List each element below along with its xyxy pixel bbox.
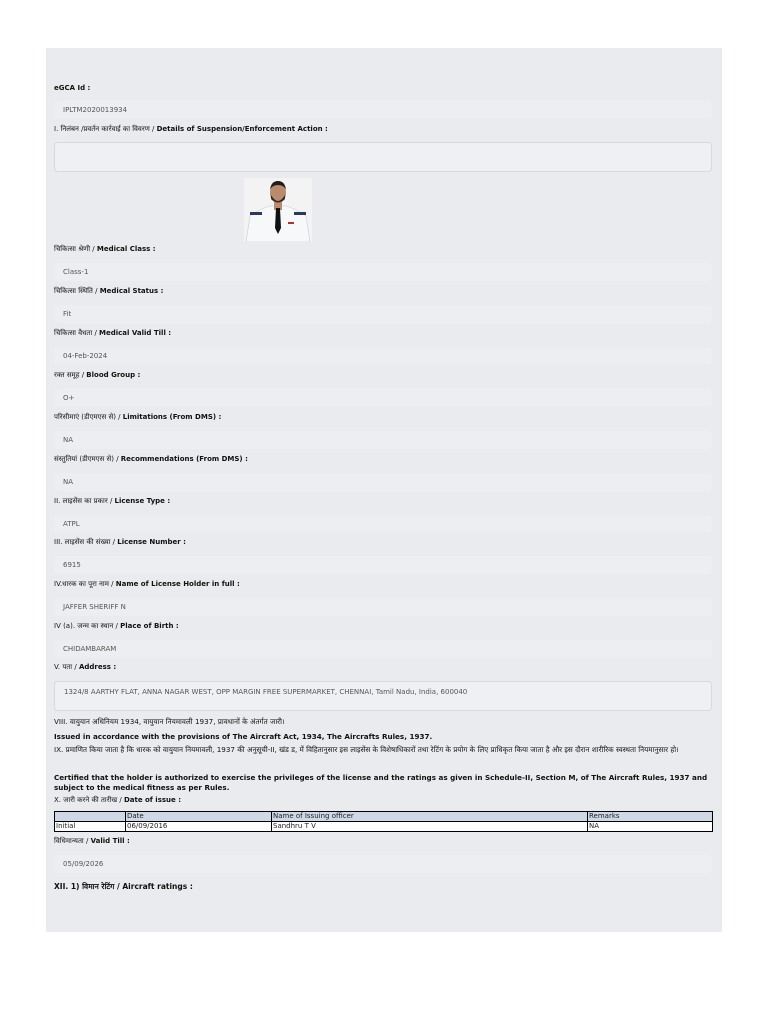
license-number-field: 6915 [54,556,712,574]
holder-name-label: IV.धारक का पूरा नाम / Name of License Holder in full : [54,580,240,588]
medical-valid-field: 04-Feb-2024 [54,347,712,365]
recommendations-label: संस्तुतियां (डीएमएस से) / Recommendations (From DMS) : [54,455,248,463]
issue-table [54,811,713,832]
suspension-field [54,142,712,172]
medical-status-field: Fit [54,305,712,323]
holder-name-field: JAFFER SHERIFF N [54,598,712,616]
medical-class-field: Class-1 [54,263,712,281]
address-label: V. पता / Address : [54,663,117,671]
section-viii-english: Issued in accordance with the provisions of The Aircraft Act, 1934, The Aircrafts Rules, 1937. [54,732,433,741]
license-panel [46,48,722,932]
table-cell: NA [588,822,713,832]
table-cell: Initial [55,822,126,832]
blood-group-field: O+ [54,389,712,407]
license-holder-photo [244,178,312,242]
table-cell: 06/09/2016 [126,822,272,832]
recommendations-field: NA [54,473,712,491]
section-ix-english: Certified that the holder is authorized to exercise the privileges of the license and the ratings as given in Schedule-II, Section M, of The Aircraft Rules, 1937 and subject to the medical fitness as per Rules. [54,773,708,792]
medical-class-label: चिकित्सा श्रेणी / Medical Class : [54,245,156,253]
medical-status-label: चिकित्सा स्थिति / Medical Status : [54,287,164,295]
place-of-birth-label: IV (a). जन्म का स्थान / Place of Birth : [54,622,179,630]
address-field: 1324/8 AARTHY FLAT, ANNA NAGAR WEST, OPP MARGIN FREE SUPERMARKET, CHENNAI, Tamil Nadu, India, 600040 [54,681,712,711]
limitations-label: परिसीमाएं (डीएमएस से) / Limitations (From DMS) : [54,413,222,421]
issue-table-header [55,812,126,822]
issue-table-header: Date [126,812,272,822]
issue-table-header: Remarks [588,812,713,822]
place-of-birth-field: CHIDAMBARAM [54,640,712,658]
license-type-field: ATPL [54,515,712,533]
license-number-label: III. लाइसेंस की संख्या / License Number : [54,538,186,546]
table-row [55,822,713,832]
table-cell: Sandhru T V [272,822,588,832]
egca-id-field: IPLTM2020013934 [54,101,712,119]
aircraft-ratings-label: XII. 1) विमान रेटिंग / Aircraft ratings : [54,882,193,891]
date-of-issue-label: X. जारी करने की तारीख / Date of issue : [54,796,181,804]
section-ix-hindi: IX. प्रमाणित किया जाता है कि धारक को वायुयान नियमावली, 1937 की अनुसूची-II, खंड ड, में विहितानुसार इस लाइसेंस के विशेषाधिकारों तथा रेटिंग के प्रयोग के लिए प्राधिकृत किया जाता है और इस दौरान शारीरिक स्वस्थता नियमानुसार हो। [54,745,679,754]
valid-till-label: विधिमान्यता / Valid Till : [54,837,130,845]
license-type-label: II. लाइसेंस का प्रकार / License Type : [54,497,171,505]
suspension-label: I. निलंबन /प्रवर्तन कार्रवाई का विवरण / Details of Suspension/Enforcement Action : [54,125,328,133]
issue-table-header: Name of Issuing officer [272,812,588,822]
medical-valid-label: चिकित्सा वैधता / Medical Valid Till : [54,329,172,337]
blood-group-label: रक्त समूह / Blood Group : [54,371,141,379]
valid-till-field: 05/09/2026 [54,855,712,873]
section-viii-hindi: VIII. वायुयान अधिनियम 1934, वायुयान नियमावली 1937, प्रावधानों के अंतर्गत जारी। [54,717,285,726]
egca-id-label: eGCA Id : [54,84,91,92]
limitations-field: NA [54,431,712,449]
issue-table-header-row [55,812,713,822]
